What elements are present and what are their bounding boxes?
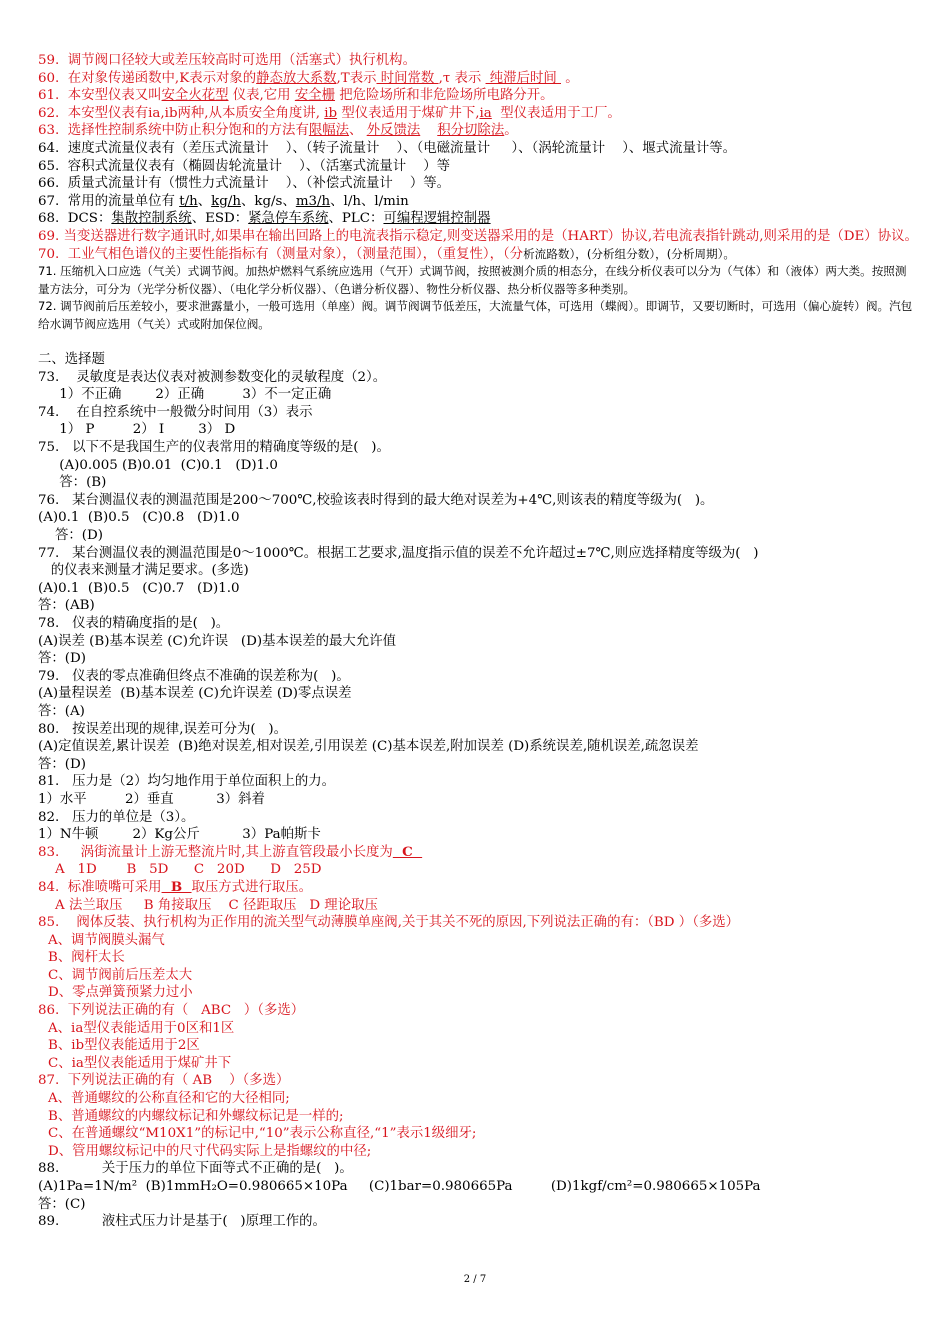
- page-number: 2 / 7: [463, 1274, 487, 1285]
- question-71: 71. 压缩机入口应选（气关）式调节阀。加热炉燃料气系统应选用（气开）式调节阀，按照被测介质的相态分，在线分析仪表可以分为（气体）和（液体）两大类。按照测量方法分，可分为（光学分析仪器）、（电化学分析仪器）、（色谱分析仪器）、物性分析仪器、热分析仪器等多种类别。: [38, 264, 907, 296]
- choice-line: 1）N牛顿 2）Kg公斤 3）Pa帕斯卡: [38, 827, 321, 843]
- choice-line: 答：(D): [38, 756, 86, 772]
- choice-line: 77. 某台测温仪表的测温范围是0～1000℃。根据工艺要求,温度指示值的误差不允许超过±7℃,则应选择精度等级为( ): [38, 545, 759, 561]
- question-83: 83. 涡街流量计上游无整流片时,其上游直管段最小长度为 C: [38, 843, 423, 860]
- question-87-option: C、在普通螺纹“M10X1”的标记中,“10”表示公称直径,“1”表示1级细牙;: [48, 1126, 477, 1142]
- question-85-option: B、阀杆太长: [48, 950, 125, 966]
- document-page: [38, 52, 918, 1231]
- question-87-option: D、管用螺纹标记中的尺寸代码实际上是指螺纹的中径;: [48, 1143, 372, 1159]
- question-69: 69. 当变送器进行数字通讯时,如果串在输出回路上的电流表指示稳定,则变送器采用的是（HART）协议,若电流表指针跳动,则采用的是（DE）协议。: [38, 228, 918, 244]
- choice-line: 82. 压力的单位是（3）。: [38, 809, 195, 825]
- question-68: 68. DCS：集散控制系统、ESD：紧急停车系统、PLC：可编程逻辑控制器: [38, 211, 491, 227]
- question-70: 70. 工业气相色谱仪的主要性能指标有（测量对象），（测量范围），（重复性），（分析流路数），(分析组分数），(分析周期）。: [38, 246, 735, 262]
- section-title: 二、选择题: [38, 352, 105, 368]
- choice-line: 答：(AB): [38, 598, 95, 614]
- choice-line: 79. 仪表的零点准确但终点不准确的误差称为( )。: [38, 668, 350, 684]
- question-86-option: B、ib型仪表能适用于2区: [48, 1038, 200, 1054]
- choice-line: (A)误差 (B)基本误差 (C)允许误 (D)基本误差的最大允许值: [38, 633, 396, 649]
- choice-line: 78. 仪表的精确度指的是( )。: [38, 616, 230, 631]
- question-64: 64. 速度式流量仪表有（差压式流量计 ）、（转子流量计 ）、（电磁流量计 ）、（涡轮流量计 ）、堰式流量计等。: [38, 140, 737, 156]
- question-86: 86. 下列说法正确的有（ ABC ）（多选）: [38, 1003, 305, 1019]
- question-88-answer: 答：(C): [38, 1196, 86, 1212]
- choice-questions: [38, 369, 918, 844]
- choice-line: 1） P 2） I 3） D: [38, 422, 236, 438]
- question-83-options: A 1D B 5D C 20D D 25D: [38, 862, 322, 878]
- question-85-option: A、调节阀膜头漏气: [48, 932, 165, 948]
- choice-line: 76. 某台测温仪表的测温范围是200～700℃,校验该表时得到的最大绝对误差为+4℃,则该表的精度等级为( )。: [38, 492, 714, 508]
- question-87: 87. 下列说法正确的有（ AB ）（多选）: [38, 1073, 290, 1089]
- question-84-options: A 法兰取压 B 角接取压 C 径距取压 D 理论取压: [38, 897, 378, 913]
- choice-line: 75. 以下不是我国生产的仪表常用的精确度等级的是( )。: [38, 440, 390, 456]
- question-60: 60. 在对象传递函数中,K表示对象的静态放大系数,T表示 时间常数 ,τ 表示 纯滞后时间 。: [38, 70, 579, 86]
- question-62: 62. 本安型仪表有ia,ib两种,从本质安全角度讲, ib 型仪表适用于煤矿井下,ia 型仪表适用于工厂。: [38, 105, 621, 121]
- choice-line: 答：(D): [38, 528, 103, 544]
- question-61: 61. 本安型仪表又叫安全火花型 仪表,它用 安全栅 把危险场所和非危险场所电路分开。: [38, 88, 554, 104]
- choice-line: 的仪表来测量才满足要求。(多选): [38, 563, 249, 579]
- question-86-option: C、ia型仪表能适用于煤矿井下: [48, 1055, 232, 1071]
- choice-line: 74. 在自控系统中一般微分时间用（3）表示: [38, 404, 313, 420]
- question-85-option: D、零点弹簧预紧力过小: [48, 985, 193, 1001]
- question-86-option: A、ia型仪表能适用于0区和1区: [48, 1020, 235, 1036]
- choice-line: 答：(A): [38, 703, 85, 719]
- question-72: 72. 调节阀前后压差较小，要求泄露量小，一般可选用（单座）阀。调节阀调节低差压，大流量气体，可选用（蝶阀）。即调节，又要切断时，可选用（偏心旋转）阀。汽包给水调节阀应选用（气关）式或附加保位阀。: [38, 299, 913, 331]
- question-67: 67. 常用的流量单位有 t/h、kg/h、kg/s、m3/h、l/h、l/min: [38, 193, 409, 209]
- choice-line: 80. 按误差出现的规律,误差可分为( )。: [38, 721, 288, 737]
- choice-line: (A)量程误差 (B)基本误差 (C)允许误差 (D)零点误差: [38, 686, 352, 702]
- question-87-option: A、普通螺纹的公称直径和它的大径相同;: [48, 1091, 290, 1107]
- choice-line: (A)定值误差,累计误差 (B)绝对误差,相对误差,引用误差 (C)基本误差,附加误差 (D)系统误差,随机误差,疏忽误差: [38, 739, 699, 755]
- question-84: 84. 标准喷嘴可采用 B 取压方式进行取压。: [38, 878, 313, 895]
- question-66: 66. 质量式流量计有（惯性力式流量计 ）、（补偿式流量计 ）等。: [38, 176, 451, 192]
- choice-line: (A)0.1 (B)0.5 (C)0.7 (D)1.0: [38, 580, 240, 596]
- question-88: 88. 关于压力的单位下面等式不正确的是( )。: [38, 1161, 353, 1177]
- question-85-option: C、调节阀前后压差太大: [48, 967, 193, 983]
- choice-line: 73. 灵敏度是表达仪表对被测参数变化的灵敏程度（2）。: [38, 369, 387, 385]
- question-59: 59. 调节阀口径较大或差压较高时可选用（活塞式）执行机构。: [38, 53, 416, 68]
- choice-line: 答：(D): [38, 651, 86, 667]
- choice-line: 1）不正确 2）正确 3）不一定正确: [38, 387, 332, 403]
- choice-line: (A)0.1 (B)0.5 (C)0.8 (D)1.0: [38, 510, 240, 526]
- question-88-options: (A)1Pa=1N/m² (B)1mmH₂O=0.980665×10Pa (C)1bar=0.980665Pa (D)1kgf/cm²=0.980665×105Pa: [38, 1179, 761, 1194]
- question-89: 89. 液柱式压力计是基于( )原理工作的。: [38, 1214, 326, 1230]
- question-65: 65. 容积式流量仪表有（椭圆齿轮流量计 ）、（活塞式流量计 ）等: [38, 158, 451, 174]
- choice-line: (A)0.005 (B)0.01 (C)0.1 (D)1.0: [38, 457, 278, 473]
- question-85: 85. 阀体反装、执行机构为正作用的流关型气动薄膜单座阀,关于其关不死的原因,下列说法正确的有：（BD ）（多选）: [38, 915, 740, 931]
- choice-line: 1）水平 2）垂直 3）斜着: [38, 791, 265, 807]
- choice-line: 81. 压力是（2）均匀地作用于单位面积上的力。: [38, 774, 336, 790]
- choice-line: 答：(B): [38, 475, 107, 491]
- question-87-option: B、普通螺纹的内螺纹标记和外螺纹标记是一样的;: [48, 1108, 344, 1124]
- question-63: 63. 选择性控制系统中防止积分饱和的方法有限幅法、 外反馈法 积分切除法。: [38, 123, 518, 139]
